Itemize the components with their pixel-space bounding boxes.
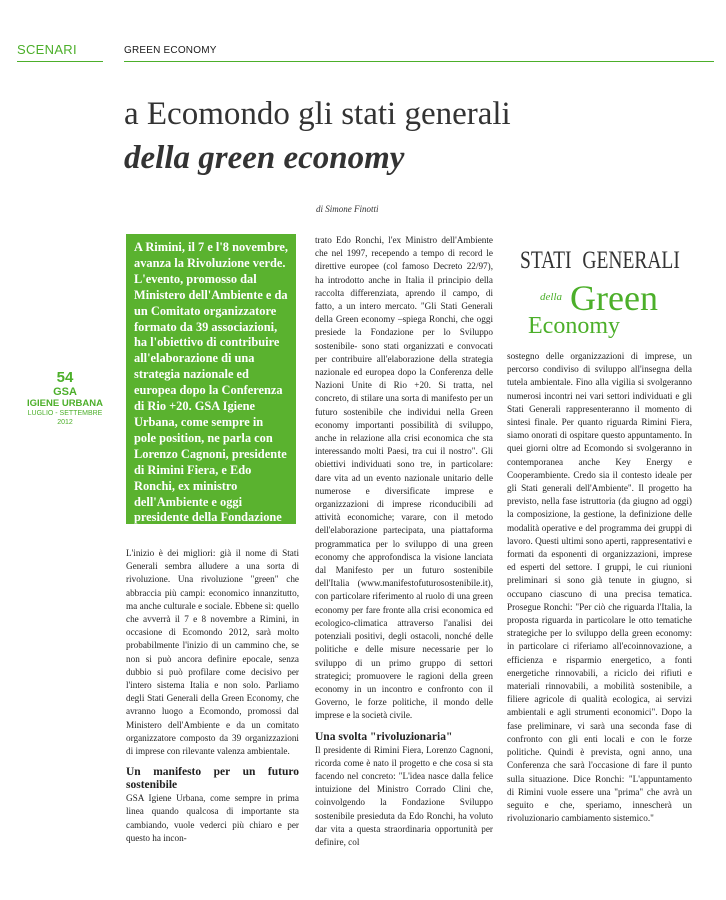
logo-word-della: della	[540, 291, 562, 303]
article-column-2	[315, 234, 493, 849]
col1-paragraph-2: GSA Igiene Urbana, come sempre in prima linea quando qualcosa di importante sta cambiando, vuole vederci più chiaro e per questo ha incon-	[126, 793, 299, 843]
logo-word-stati: STATI	[520, 245, 572, 274]
article-column-3	[507, 350, 692, 825]
article-subtitle: della green economy	[124, 140, 405, 176]
article-title: a Ecomondo gli stati generali	[124, 96, 511, 132]
issue-date: LUGLIO - SETTEMBRE 2012	[27, 410, 103, 426]
page-number: 54	[56, 369, 74, 386]
col1-paragraph-1: L'inizio è dei migliori: già il nome di Stati Generali sembra alludere a una sorta di rivoluzione. Una rivoluzione "green" che abbraccia più campi: economico innanzitutto, ma anche culturale e sociale. Ebbene sì: quello che avverrà il 7 e 8 novembre a Rimini, in occasione di Ecomondo 2012, sarà molto probabilmente l'inizio di un cammino che, se non si può ancora definire epocale, senza dubbio si può profilare come decisivo per l'intero sistema Italia e non solo. Parliamo degli Stati Generali della Green Economy, che avranno luogo a Ecomondo, promossi dal Ministero dell'Ambiente e da un comitato organizzatore composto da 39 organizzazioni di imprese con rilevante valenza ambientale.	[126, 548, 299, 757]
subheading-manifesto: Un manifesto per un futuro sostenibile	[126, 766, 299, 792]
stati-generali-logo	[520, 238, 680, 339]
col2-paragraph-1: trato Edo Ronchi, l'ex Ministro dell'Ambiente che nel 1997, recependo a tempo di record le direttive europee (col famoso Decreto 22/97), ha introdotto anche in Italia il principio della raccolta differenziata, aprendo il campo, di fatto, a un intero mercato. "Gli Stati Generali della Green economy –spiega Ronchi, che oggi presiede la Fondazione per lo Sviluppo sostenibile- sono stati organizzati e convocati per contribuire all'elaborazione della strategia nazionale ed europea dopo la Conferenza delle Nazioni Unite di Rio +20. Si tratta, nel concreto, di stilare una sorta di manifesto per un futuro sostenibile che individui nella Green economy importanti possibilità di sviluppo, anche in relazione alla crisi economica che sta interessando molti Paesi, tra cui il nostro". Gli obiettivi individuati sono tre, in particolare: dare vita ad un evento nazionale unitario delle numerose e diversificate imprese e organizzazioni di imprese riconducibili ad attività economiche; varare, con il metodo dell'elaborazione partecipata, una piattaforma programmatica per lo sviluppo di una green economy che approfondisca la visione lanciata dal Manifesto per un futuro sostenibile dell'Italia (www.manifestofuturosostenibile.it), con particolare riferimento al ruolo di una green economy per fare fronte alla crisi economica ed ecologico-climatica attraverso l'analisi dei potenziali positivi, degli ostacoli, nonché delle politiche e delle misure necessarie per lo sviluppo di un primo gruppo di settori strategici; promuovere le ragioni della green economy in un incontro e confronto con il Governo, le forze politiche, il mondo delle imprese e la società civile.	[315, 235, 493, 721]
col3-paragraph-1: sostegno delle organizzazioni di imprese, un percorso condiviso di sviluppo all'insegna della tutela ambientale. Fino alla vigilia si svolgeranno numerosi incontri nei vari settori individuati e gli Stati Generali rappresenteranno il momento di sintesi finale. Per quanto riguarda Rimini Fiera, siamo onorati di ospitare questo appuntamento. In quei giorni oltre ad Ecomondo si svolgeranno in contemporanea anche Key Energy e Cooperambiente. Credo sia il contesto ideale per gli Stati generali dell'Ambiente". Il progetto ha previsto, nella fase istruttoria (da giugno ad oggi) la composizione, la gestione, la definizione delle modalità operative e del programma dei gruppi di lavoro. Questi ultimi sono aperti, rappresentativi e formati da esponenti di organizzazioni, imprese ed esperti del settore. I gruppi, le cui riunioni preliminari si sono già tenute in giugno, si occupano ciascuno di una precisa tematica. Prosegue Ronchi: "Per ciò che riguarda l'Italia, la proposta riguarda in particolare le otto tematiche strategiche per lo sviluppo della green economy: in particolare ci riferiamo all'ecoinnovazione, a efficienza e risparmio energetico, a fonti energetiche rinnovabili, a riciclo dei rifiuti e materiali rinnovabili, a mobilità sostenibile, a filiere agricole di qualità ecologica, ai servizi ambientali e agli strumenti economici". Dopo la fase preliminare, vi sarà una seconda fase di confronto con gli enti locali e con le forze politiche. Quindi è prevista, ogni anno, una Conferenza che sarà l'occasione di fare il punto sulla situazione. Dice Ronchi: "L'appuntamento di Rimini vuole essere una "prima" che avrà un seguito e che, speriamo, innescherà un rivoluzionario cambiamento sistemico."	[507, 351, 692, 824]
lead-box: A Rimini, il 7 e l'8 novembre, avanza la Rivoluzione verde. L'evento, promosso dal Ministero dell'Ambiente e da un Comitato organizzatore formato da 39 associazioni, ha l'obiettivo di contribuire all'elaborazione di una strategia nazionale ed europea dopo la Conferenza di Rio +20. GSA Igiene Urbana, come sempre in pole position, ne parla con Lorenzo Cagnoni, presidente di Rimini Fiera, e Edo Ronchi, ex ministro dell'Ambiente e oggi presidente della Fondazione per lo Sviluppo Sostenibile.	[126, 234, 296, 524]
section-label: SCENARI	[17, 42, 77, 57]
magazine-name: GSA	[53, 386, 77, 398]
logo-word-generali: GENERALI	[582, 245, 680, 274]
byline: di Simone Finotti	[316, 204, 379, 214]
subheading-svolta: Una svolta "rivoluzionaria"	[315, 730, 453, 743]
col2-paragraph-2: Il presidente di Rimini Fiera, Lorenzo Cagnoni, ricorda come è nato il progetto e che cosa si sta facendo nel concreto: "L'idea nasce dalla felice intuizione del Ministro Corrado Clini che, coinvolgendo la Fondazione Sviluppo sostenibile presieduta da Edo Ronchi, ha voluto dar vita a questa straordinaria opportunità per definire, col	[315, 744, 493, 847]
header-rule-left	[17, 61, 103, 62]
logo-word-economy: Economy	[528, 313, 620, 339]
header-rule-right	[124, 61, 714, 62]
issue-badge	[27, 370, 103, 427]
subsection-label: GREEN ECONOMY	[124, 45, 217, 56]
logo-word-green: Green	[570, 278, 658, 318]
article-column-1	[126, 547, 299, 845]
magazine-name-line2: IGIENE URBANA	[27, 398, 104, 409]
